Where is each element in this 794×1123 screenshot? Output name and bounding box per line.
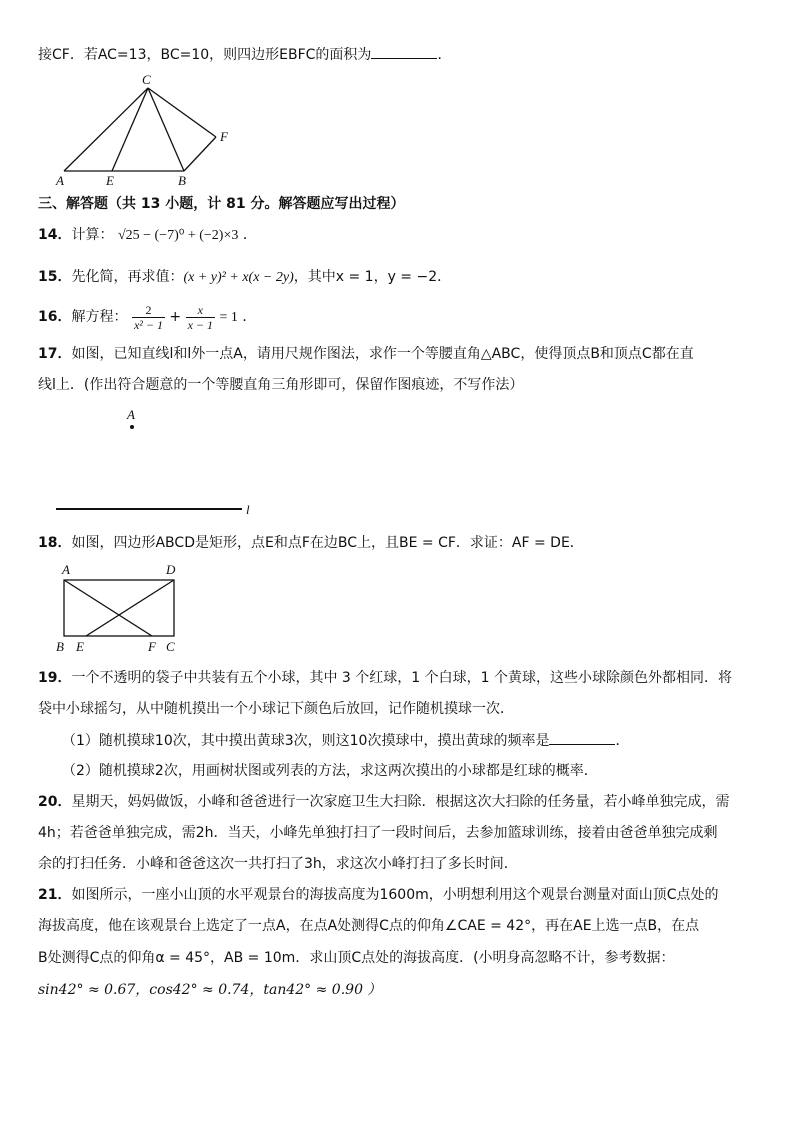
q20-line3: 余的打扫任务．小峰和爸爸这次一共打扫了3h，求这次小峰打扫了多长时间． [38,856,518,872]
label-D: D [166,562,176,577]
q16 [38,302,256,333]
q20-line1 [38,792,729,812]
q16-plus: + [169,309,182,325]
q19-text-1: 一个不透明的袋子中共装有五个小球，其中 3 个红球，1 个白球，1 个黄球，这些小球除颜色外都相同．将 [71,670,733,686]
q16-fraction-2 [186,303,215,332]
q21-number: 21． [38,887,72,903]
label-F: F [220,129,228,144]
segment-CA [64,88,148,171]
q14-number: 14． [38,227,72,243]
q13-end: ． [437,47,452,63]
q14-end: ． [242,227,257,243]
q19-number: 19． [38,670,72,686]
q19-sub2: （2）随机摸球2次，用画树状图或列表的方法，求这两次摸出的小球都是红球的概率． [62,763,598,779]
q18 [38,533,584,553]
q13-answer-blank [371,44,437,59]
q15-expression: (x + y)² + x(x − 2y) [183,270,294,285]
q15-condition: ，其中x = 1，y = −2． [293,269,452,285]
point-A [130,425,134,429]
q19-sub1 [62,730,629,751]
section-title: 三、解答题（共 13 小题，计 81 分。解答题应写出过程） [38,196,405,212]
q16-f1-denominator: x² − 1 [133,317,163,332]
point-A-label: A [127,407,135,422]
q17-line1 [38,344,694,364]
q19-answer-blank [549,730,615,745]
q15-number: 15． [38,269,72,285]
label-F: F [148,639,156,654]
q20-text-1: 星期天，妈妈做饭，小峰和爸爸进行一次家庭卫生大扫除．根据这次大扫除的任务量，若小峰单独完成，需 [71,794,730,810]
q16-text: 解方程： [71,309,128,325]
label-B: B [56,639,64,654]
q18-figure [52,560,202,655]
label-E: E [106,173,114,187]
q15-text: 先化简，再求值： [71,269,184,285]
q15 [38,267,451,288]
q17-figure [50,405,290,515]
q20-number: 20． [38,794,72,810]
q18-text: 如图，四边形ABCD是矩形，点E和点F在边BC上，且BE = CF．求证：AF = DE． [71,535,584,551]
q21-line4: sin42° ≈ 0.67，cos42° ≈ 0.74，tan42° ≈ 0.90 ） [38,982,382,998]
q14-text: 计算： [71,227,114,243]
label-A: A [56,173,64,187]
q19-line1 [38,668,732,688]
segment-FB [184,137,216,171]
q16-end: ． [242,309,257,325]
segment-AF [64,580,152,636]
q16-number: 16． [38,309,72,325]
label-C: C [142,72,151,87]
q17-number: 17． [38,346,72,362]
label-E: E [76,639,84,654]
q16-f1-numerator: 2 [132,303,165,318]
q16-rhs: = 1 [219,310,238,325]
segment-CE [112,88,148,171]
label-A: A [62,562,70,577]
q17-text-1: 如图，已知直线l和l外一点A，请用尺规作图法，求作一个等腰直角△ABC，使得顶点B和顶点C都在直 [71,346,694,362]
q16-f2-denominator: x − 1 [187,317,214,332]
q21-line3: B处测得C点的仰角α = 45°，AB = 10m．求山顶C点处的海拔高度．(小明身高忽略不计，参考数据： [38,950,675,966]
line-l-label: l [246,502,250,515]
q18-number: 18． [38,535,72,551]
q16-fraction-1 [132,303,165,332]
q14-expression: √25 − (−7)⁰ + (−2)×3 [117,228,239,243]
q21-line2: 海拔高度，他在该观景台上选定了一点A，在点A处测得C点的仰角∠CAE = 42°，再在AE上选一点B，在点 [38,918,700,934]
q19-sub1-text: （1）随机摸球10次，其中摸出黄球3次，则这10次摸球中，摸出黄球的频率是 [62,733,550,749]
segment-DE [86,580,174,636]
q21-line1 [38,885,719,905]
q21-text-1: 如图所示，一座小山顶的水平观景台的海拔高度为1600m，小明想利用这个观景台测量对面山顶C点处的 [71,887,719,903]
label-B: B [178,173,186,187]
q13-text [38,44,451,65]
rectangle-ABCD [64,580,174,636]
q13-line-tail: 接CF．若AC=13，BC=10，则四边形EBFC的面积为 [38,47,372,63]
label-C: C [166,639,175,654]
q17-line2: 线l上．(作出符合题意的一个等腰直角三角形即可，保留作图痕迹，不写作法） [38,377,524,393]
q16-f2-numerator: x [186,303,215,318]
q13-figure [50,72,290,187]
q19-line2: 袋中小球摇匀，从中随机摸出一个小球记下颜色后放回，记作随机摸球一次． [38,701,514,717]
q14 [38,225,257,246]
q20-line2: 4h；若爸爸单独完成，需2h．当天，小峰先单独打扫了一段时间后，去参加篮球训练，接着由爸爸单独完成剩 [38,825,718,841]
q19-sub1-end: ． [615,733,630,749]
